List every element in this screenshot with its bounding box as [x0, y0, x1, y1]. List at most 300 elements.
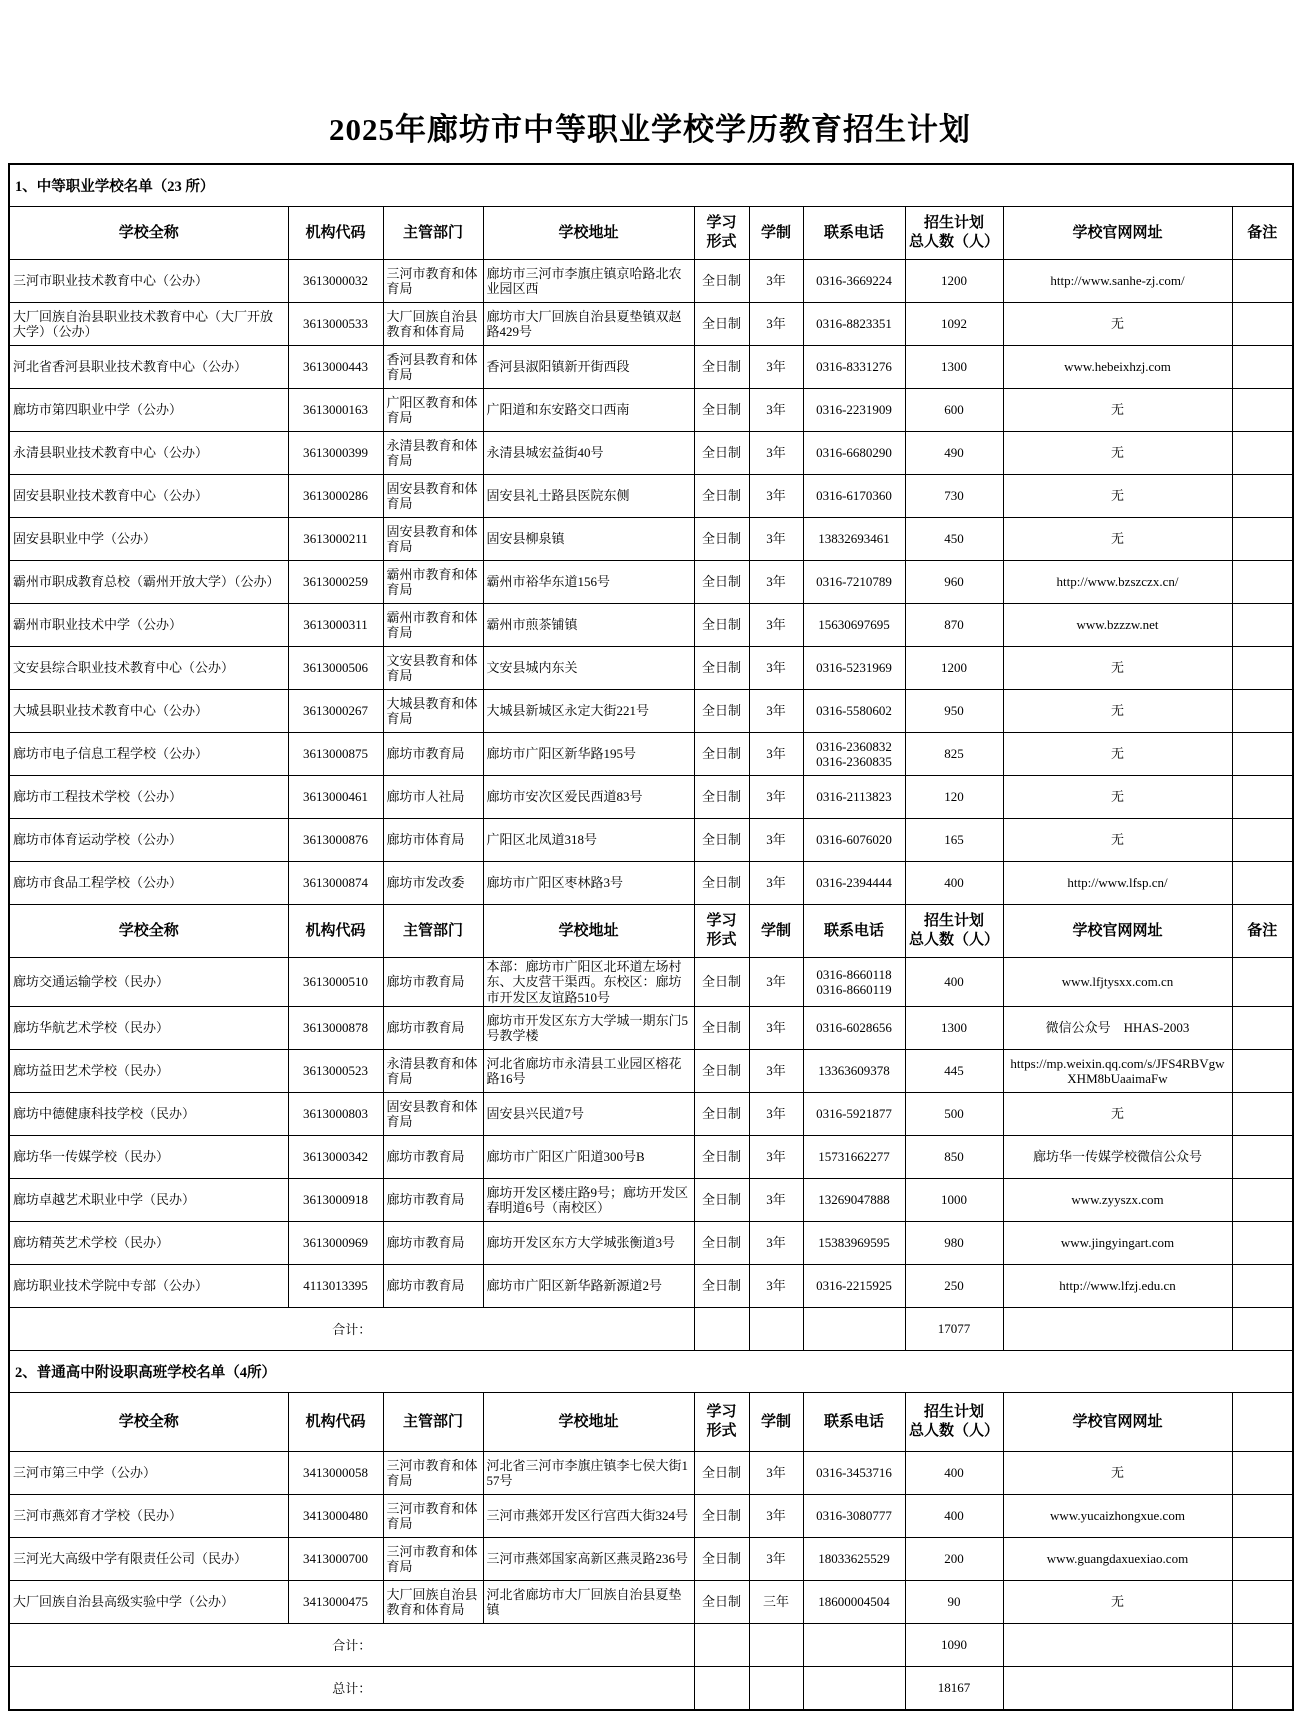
- duration-cell: 3年: [749, 604, 803, 647]
- table-row: [9, 518, 1293, 561]
- column-header: 学制: [749, 1392, 803, 1451]
- duration-cell: 3年: [749, 647, 803, 690]
- study-mode-cell: 全日制: [694, 733, 749, 776]
- section-label: 2、普通高中附设职高班学校名单（4所）: [9, 1350, 1293, 1392]
- plan-total-cell: 950: [905, 690, 1003, 733]
- org-code-cell: 3613000918: [288, 1178, 383, 1221]
- column-header: 学校地址: [483, 1392, 694, 1451]
- duration-cell: 3年: [749, 1451, 803, 1494]
- phone-cell: 13363609378: [803, 1049, 905, 1092]
- phone-cell: 0316-6076020: [803, 819, 905, 862]
- study-mode-cell: 全日制: [694, 346, 749, 389]
- study-mode-cell: 全日制: [694, 776, 749, 819]
- remark-cell: [1232, 1494, 1293, 1537]
- org-code-cell: 3613000523: [288, 1049, 383, 1092]
- study-mode-cell: 全日制: [694, 1264, 749, 1307]
- remark-cell: [1232, 1049, 1293, 1092]
- phone-cell: 0316-8331276: [803, 346, 905, 389]
- school-name-cell: 廊坊市食品工程学校（公办）: [9, 862, 288, 905]
- org-code-cell: 3413000700: [288, 1537, 383, 1580]
- table-row: [9, 303, 1293, 346]
- dept-cell: 大厂回族自治县教育和体育局: [383, 1580, 483, 1623]
- subtotal-row: [9, 1623, 1293, 1666]
- column-header: 学校全称: [9, 207, 288, 260]
- remark-cell: [1232, 958, 1293, 1007]
- duration-cell: [749, 1623, 803, 1666]
- remark-cell: [1232, 1006, 1293, 1049]
- total-label: 总计：: [9, 1666, 694, 1710]
- remark-cell: [1232, 647, 1293, 690]
- address-cell: 廊坊市广阳区枣林路3号: [483, 862, 694, 905]
- org-code-cell: 3613000267: [288, 690, 383, 733]
- org-code-cell: 3613000875: [288, 733, 383, 776]
- header-row: [9, 1392, 1293, 1451]
- study-mode-cell: 全日制: [694, 432, 749, 475]
- header-row: [9, 207, 1293, 260]
- table-row: [9, 1494, 1293, 1537]
- website-cell: 无: [1003, 1580, 1232, 1623]
- phone-cell: 0316-2360832 0316-2360835: [803, 733, 905, 776]
- column-header: [1232, 1392, 1293, 1451]
- org-code-cell: 3613000803: [288, 1092, 383, 1135]
- school-name-cell: 文安县综合职业技术教育中心（公办）: [9, 647, 288, 690]
- study-mode-cell: 全日制: [694, 1580, 749, 1623]
- duration-cell: 3年: [749, 1049, 803, 1092]
- website-cell: www.zyyszx.com: [1003, 1178, 1232, 1221]
- column-header: 联系电话: [803, 207, 905, 260]
- dept-cell: 霸州市教育和体育局: [383, 561, 483, 604]
- phone-cell: 0316-2215925: [803, 1264, 905, 1307]
- website-cell: 无: [1003, 819, 1232, 862]
- remark-cell: [1232, 1221, 1293, 1264]
- study-mode-cell: 全日制: [694, 1221, 749, 1264]
- study-mode-cell: 全日制: [694, 1049, 749, 1092]
- section-label: 1、中等职业学校名单（23 所）: [9, 164, 1293, 207]
- website-cell: 无: [1003, 690, 1232, 733]
- school-name-cell: 三河市燕郊育才学校（民办）: [9, 1494, 288, 1537]
- school-name-cell: 廊坊华一传媒学校（民办）: [9, 1135, 288, 1178]
- duration-cell: 3年: [749, 1006, 803, 1049]
- plan-total-cell: 200: [905, 1537, 1003, 1580]
- website-cell: http://www.bzszczx.cn/: [1003, 561, 1232, 604]
- address-cell: 河北省廊坊市大厂回族自治县夏垫镇: [483, 1580, 694, 1623]
- address-cell: 文安县城内东关: [483, 647, 694, 690]
- website-cell: http://www.lfsp.cn/: [1003, 862, 1232, 905]
- remark-cell: [1232, 518, 1293, 561]
- remark-cell: [1232, 1451, 1293, 1494]
- duration-cell: 3年: [749, 389, 803, 432]
- duration-cell: 3年: [749, 819, 803, 862]
- website-cell: www.guangdaxuexiao.com: [1003, 1537, 1232, 1580]
- address-cell: 大城县新城区永定大街221号: [483, 690, 694, 733]
- dept-cell: 廊坊市教育局: [383, 1178, 483, 1221]
- school-name-cell: 霸州市职成教育总校（霸州开放大学）（公办）: [9, 561, 288, 604]
- website-cell: 无: [1003, 647, 1232, 690]
- website-cell: 无: [1003, 1451, 1232, 1494]
- duration-cell: 3年: [749, 1537, 803, 1580]
- dept-cell: 三河市教育和体育局: [383, 1494, 483, 1537]
- duration-cell: 3年: [749, 346, 803, 389]
- plan-total-cell: 445: [905, 1049, 1003, 1092]
- plan-total-cell: 17077: [905, 1307, 1003, 1350]
- total-label: 合计：: [9, 1623, 694, 1666]
- study-mode-cell: 全日制: [694, 260, 749, 303]
- table-row: [9, 389, 1293, 432]
- remark-cell: [1232, 1135, 1293, 1178]
- address-cell: 霸州市裕华东道156号: [483, 561, 694, 604]
- duration-cell: 3年: [749, 561, 803, 604]
- org-code-cell: 3613000878: [288, 1006, 383, 1049]
- org-code-cell: 3413000475: [288, 1580, 383, 1623]
- org-code-cell: 3613000874: [288, 862, 383, 905]
- plan-total-cell: 120: [905, 776, 1003, 819]
- remark-cell: [1232, 819, 1293, 862]
- school-name-cell: 廊坊精英艺术学校（民办）: [9, 1221, 288, 1264]
- school-name-cell: 廊坊职业技术学院中专部（公办）: [9, 1264, 288, 1307]
- table-row: [9, 690, 1293, 733]
- school-name-cell: 廊坊市第四职业中学（公办）: [9, 389, 288, 432]
- duration-cell: 3年: [749, 303, 803, 346]
- plan-total-cell: 1090: [905, 1623, 1003, 1666]
- duration-cell: 3年: [749, 958, 803, 1007]
- plan-total-cell: 400: [905, 958, 1003, 1007]
- dept-cell: 霸州市教育和体育局: [383, 604, 483, 647]
- table-row: [9, 1135, 1293, 1178]
- address-cell: 广阳道和东安路交口西南: [483, 389, 694, 432]
- study-mode-cell: [694, 1666, 749, 1710]
- address-cell: 本部：廊坊市广阳区北环道左场村东、大皮营干渠西。东校区：廊坊市开发区友谊路510号: [483, 958, 694, 1007]
- org-code-cell: 3613000876: [288, 819, 383, 862]
- duration-cell: 3年: [749, 432, 803, 475]
- column-header: 学习 形式: [694, 905, 749, 958]
- address-cell: 廊坊市广阳区新华路195号: [483, 733, 694, 776]
- phone-cell: 0316-2231909: [803, 389, 905, 432]
- header-row: [9, 905, 1293, 958]
- table-row: [9, 862, 1293, 905]
- plan-total-cell: 1000: [905, 1178, 1003, 1221]
- phone-cell: 0316-8660118 0316-8660119: [803, 958, 905, 1007]
- duration-cell: 3年: [749, 1221, 803, 1264]
- study-mode-cell: 全日制: [694, 819, 749, 862]
- plan-total-cell: 490: [905, 432, 1003, 475]
- table-row: [9, 776, 1293, 819]
- column-header: 机构代码: [288, 905, 383, 958]
- remark-cell: [1232, 776, 1293, 819]
- dept-cell: 廊坊市人社局: [383, 776, 483, 819]
- duration-cell: 3年: [749, 1178, 803, 1221]
- address-cell: 河北省廊坊市永清县工业园区榕花路16号: [483, 1049, 694, 1092]
- dept-cell: 廊坊市教育局: [383, 733, 483, 776]
- phone-cell: 13269047888: [803, 1178, 905, 1221]
- plan-total-cell: 730: [905, 475, 1003, 518]
- plan-total-cell: 960: [905, 561, 1003, 604]
- study-mode-cell: 全日制: [694, 958, 749, 1007]
- website-cell: [1003, 1623, 1232, 1666]
- dept-cell: 廊坊市教育局: [383, 1006, 483, 1049]
- study-mode-cell: 全日制: [694, 518, 749, 561]
- study-mode-cell: 全日制: [694, 604, 749, 647]
- dept-cell: 永清县教育和体育局: [383, 432, 483, 475]
- school-name-cell: 廊坊市电子信息工程学校（公办）: [9, 733, 288, 776]
- column-header: 机构代码: [288, 207, 383, 260]
- school-name-cell: 廊坊卓越艺术职业中学（民办）: [9, 1178, 288, 1221]
- phone-cell: 0316-2113823: [803, 776, 905, 819]
- table-row: [9, 1178, 1293, 1221]
- school-name-cell: 廊坊中德健康科技学校（民办）: [9, 1092, 288, 1135]
- duration-cell: 3年: [749, 862, 803, 905]
- plan-total-cell: 400: [905, 1451, 1003, 1494]
- duration-cell: 3年: [749, 475, 803, 518]
- duration-cell: 3年: [749, 1092, 803, 1135]
- remark-cell: [1232, 1264, 1293, 1307]
- subtotal-row: [9, 1307, 1293, 1350]
- plan-total-cell: 1300: [905, 1006, 1003, 1049]
- duration-cell: 3年: [749, 1135, 803, 1178]
- column-header: 学校全称: [9, 1392, 288, 1451]
- address-cell: 三河市燕郊国家高新区燕灵路236号: [483, 1537, 694, 1580]
- school-name-cell: 固安县职业技术教育中心（公办）: [9, 475, 288, 518]
- table-row: [9, 1049, 1293, 1092]
- duration-cell: 3年: [749, 776, 803, 819]
- table-row: [9, 1451, 1293, 1494]
- study-mode-cell: [694, 1307, 749, 1350]
- phone-cell: 0316-5580602: [803, 690, 905, 733]
- study-mode-cell: 全日制: [694, 1537, 749, 1580]
- dept-cell: 固安县教育和体育局: [383, 518, 483, 561]
- website-cell: www.lfjtysxx.com.cn: [1003, 958, 1232, 1007]
- remark-cell: [1232, 561, 1293, 604]
- study-mode-cell: 全日制: [694, 1451, 749, 1494]
- website-cell: http://www.sanhe-zj.com/: [1003, 260, 1232, 303]
- column-header: 主管部门: [383, 1392, 483, 1451]
- plan-total-cell: 1092: [905, 303, 1003, 346]
- study-mode-cell: 全日制: [694, 1494, 749, 1537]
- school-name-cell: 大厂回族自治县高级实验中学（公办）: [9, 1580, 288, 1623]
- website-cell: 微信公众号 HHAS-2003: [1003, 1006, 1232, 1049]
- column-header: 学校官网网址: [1003, 1392, 1232, 1451]
- study-mode-cell: 全日制: [694, 303, 749, 346]
- remark-cell: [1232, 1307, 1293, 1350]
- plan-total-cell: 980: [905, 1221, 1003, 1264]
- duration-cell: 3年: [749, 260, 803, 303]
- remark-cell: [1232, 303, 1293, 346]
- address-cell: 廊坊开发区楼庄路9号；廊坊开发区春明道6号（南校区）: [483, 1178, 694, 1221]
- dept-cell: 廊坊市教育局: [383, 1264, 483, 1307]
- table-row: [9, 260, 1293, 303]
- study-mode-cell: 全日制: [694, 690, 749, 733]
- address-cell: 香河县淑阳镇新开街西段: [483, 346, 694, 389]
- study-mode-cell: 全日制: [694, 475, 749, 518]
- website-cell: www.hebeixhzj.com: [1003, 346, 1232, 389]
- study-mode-cell: [694, 1623, 749, 1666]
- school-name-cell: 固安县职业中学（公办）: [9, 518, 288, 561]
- plan-total-cell: 90: [905, 1580, 1003, 1623]
- plan-total-cell: 165: [905, 819, 1003, 862]
- address-cell: 固安县兴民道7号: [483, 1092, 694, 1135]
- org-code-cell: 3613000533: [288, 303, 383, 346]
- org-code-cell: 3613000311: [288, 604, 383, 647]
- school-name-cell: 廊坊市工程技术学校（公办）: [9, 776, 288, 819]
- org-code-cell: 3613000443: [288, 346, 383, 389]
- phone-cell: [803, 1307, 905, 1350]
- address-cell: 廊坊市广阳区新华路新源道2号: [483, 1264, 694, 1307]
- phone-cell: 0316-3080777: [803, 1494, 905, 1537]
- dept-cell: 大厂回族自治县教育和体育局: [383, 303, 483, 346]
- school-name-cell: 三河光大高级中学有限责任公司（民办）: [9, 1537, 288, 1580]
- website-cell: www.bzzzw.net: [1003, 604, 1232, 647]
- website-cell: 无: [1003, 776, 1232, 819]
- remark-cell: [1232, 432, 1293, 475]
- dept-cell: 三河市教育和体育局: [383, 260, 483, 303]
- dept-cell: 永清县教育和体育局: [383, 1049, 483, 1092]
- column-header: 招生计划 总人数（人）: [905, 207, 1003, 260]
- duration-cell: [749, 1666, 803, 1710]
- address-cell: 廊坊市三河市李旗庄镇京哈路北农业园区西: [483, 260, 694, 303]
- remark-cell: [1232, 1623, 1293, 1666]
- org-code-cell: 3613000342: [288, 1135, 383, 1178]
- school-name-cell: 廊坊华航艺术学校（民办）: [9, 1006, 288, 1049]
- dept-cell: 廊坊市教育局: [383, 958, 483, 1007]
- remark-cell: [1232, 1580, 1293, 1623]
- org-code-cell: 3413000058: [288, 1451, 383, 1494]
- remark-cell: [1232, 862, 1293, 905]
- table-row: [9, 432, 1293, 475]
- table-row: [9, 1264, 1293, 1307]
- website-cell: www.jingyingart.com: [1003, 1221, 1232, 1264]
- org-code-cell: 3613000399: [288, 432, 383, 475]
- table-row: [9, 647, 1293, 690]
- page-title: 2025年廊坊市中等职业学校学历教育招生计划: [329, 112, 971, 147]
- phone-cell: 18600004504: [803, 1580, 905, 1623]
- phone-cell: 15731662277: [803, 1135, 905, 1178]
- dept-cell: 廊坊市体育局: [383, 819, 483, 862]
- remark-cell: [1232, 1666, 1293, 1710]
- phone-cell: 18033625529: [803, 1537, 905, 1580]
- school-name-cell: 永清县职业技术教育中心（公办）: [9, 432, 288, 475]
- column-header: 主管部门: [383, 207, 483, 260]
- address-cell: 河北省三河市李旗庄镇李七侯大街157号: [483, 1451, 694, 1494]
- section-label-row: [9, 1350, 1293, 1392]
- column-header: 学制: [749, 207, 803, 260]
- study-mode-cell: 全日制: [694, 1006, 749, 1049]
- duration-cell: 3年: [749, 733, 803, 776]
- phone-cell: 15383969595: [803, 1221, 905, 1264]
- table-row: [9, 1092, 1293, 1135]
- phone-cell: 0316-5921877: [803, 1092, 905, 1135]
- remark-cell: [1232, 690, 1293, 733]
- column-header: 学习 形式: [694, 207, 749, 260]
- org-code-cell: 3613000969: [288, 1221, 383, 1264]
- remark-cell: [1232, 733, 1293, 776]
- plan-total-cell: 18167: [905, 1666, 1003, 1710]
- dept-cell: 固安县教育和体育局: [383, 1092, 483, 1135]
- phone-cell: 0316-7210789: [803, 561, 905, 604]
- study-mode-cell: 全日制: [694, 389, 749, 432]
- dept-cell: 廊坊市教育局: [383, 1221, 483, 1264]
- enrollment-table: [8, 163, 1294, 1711]
- column-header: 学校官网网址: [1003, 207, 1232, 260]
- total-label: 合计：: [9, 1307, 694, 1350]
- phone-cell: 0316-2394444: [803, 862, 905, 905]
- column-header: 学习 形式: [694, 1392, 749, 1451]
- phone-cell: 0316-8823351: [803, 303, 905, 346]
- org-code-cell: 3413000480: [288, 1494, 383, 1537]
- school-name-cell: 大厂回族自治县职业技术教育中心（大厂开放大学）（公办）: [9, 303, 288, 346]
- org-code-cell: 3613000032: [288, 260, 383, 303]
- org-code-cell: 3613000286: [288, 475, 383, 518]
- column-header: 联系电话: [803, 1392, 905, 1451]
- org-code-cell: 3613000211: [288, 518, 383, 561]
- address-cell: 廊坊市安次区爱民西道83号: [483, 776, 694, 819]
- website-cell: 无: [1003, 518, 1232, 561]
- website-cell: [1003, 1307, 1232, 1350]
- column-header: 学制: [749, 905, 803, 958]
- column-header: 学校全称: [9, 905, 288, 958]
- table-row: [9, 1221, 1293, 1264]
- plan-total-cell: 400: [905, 1494, 1003, 1537]
- dept-cell: 香河县教育和体育局: [383, 346, 483, 389]
- remark-cell: [1232, 475, 1293, 518]
- phone-cell: [803, 1623, 905, 1666]
- school-name-cell: 河北省香河县职业技术教育中心（公办）: [9, 346, 288, 389]
- org-code-cell: 3613000163: [288, 389, 383, 432]
- table-row: [9, 1006, 1293, 1049]
- school-name-cell: 三河市第三中学（公办）: [9, 1451, 288, 1494]
- remark-cell: [1232, 260, 1293, 303]
- address-cell: 廊坊市广阳区广阳道300号B: [483, 1135, 694, 1178]
- table-row: [9, 346, 1293, 389]
- school-name-cell: 廊坊市体育运动学校（公办）: [9, 819, 288, 862]
- plan-total-cell: 600: [905, 389, 1003, 432]
- column-header: 学校官网网址: [1003, 905, 1232, 958]
- duration-cell: 3年: [749, 518, 803, 561]
- duration-cell: [749, 1307, 803, 1350]
- plan-total-cell: 1200: [905, 647, 1003, 690]
- address-cell: 固安县礼士路县医院东侧: [483, 475, 694, 518]
- dept-cell: 文安县教育和体育局: [383, 647, 483, 690]
- address-cell: 广阳区北凤道318号: [483, 819, 694, 862]
- address-cell: 永清县城宏益街40号: [483, 432, 694, 475]
- study-mode-cell: 全日制: [694, 1135, 749, 1178]
- org-code-cell: 3613000510: [288, 958, 383, 1007]
- remark-cell: [1232, 1092, 1293, 1135]
- column-header: 机构代码: [288, 1392, 383, 1451]
- plan-total-cell: 400: [905, 862, 1003, 905]
- org-code-cell: 3613000461: [288, 776, 383, 819]
- column-header: 联系电话: [803, 905, 905, 958]
- phone-cell: 0316-3453716: [803, 1451, 905, 1494]
- plan-total-cell: 825: [905, 733, 1003, 776]
- duration-cell: 3年: [749, 1264, 803, 1307]
- plan-total-cell: 1300: [905, 346, 1003, 389]
- dept-cell: 三河市教育和体育局: [383, 1537, 483, 1580]
- website-cell: www.yucaizhongxue.com: [1003, 1494, 1232, 1537]
- plan-total-cell: 450: [905, 518, 1003, 561]
- website-cell: [1003, 1666, 1232, 1710]
- address-cell: 廊坊开发区东方大学城张衡道3号: [483, 1221, 694, 1264]
- column-header: 备注: [1232, 207, 1293, 260]
- remark-cell: [1232, 346, 1293, 389]
- address-cell: 固安县柳泉镇: [483, 518, 694, 561]
- remark-cell: [1232, 1537, 1293, 1580]
- phone-cell: 0316-5231969: [803, 647, 905, 690]
- org-code-cell: 3613000259: [288, 561, 383, 604]
- column-header: 主管部门: [383, 905, 483, 958]
- duration-cell: 3年: [749, 690, 803, 733]
- remark-cell: [1232, 389, 1293, 432]
- address-cell: 廊坊市开发区东方大学城一期东门5号教学楼: [483, 1006, 694, 1049]
- address-cell: 三河市燕郊开发区行宫西大街324号: [483, 1494, 694, 1537]
